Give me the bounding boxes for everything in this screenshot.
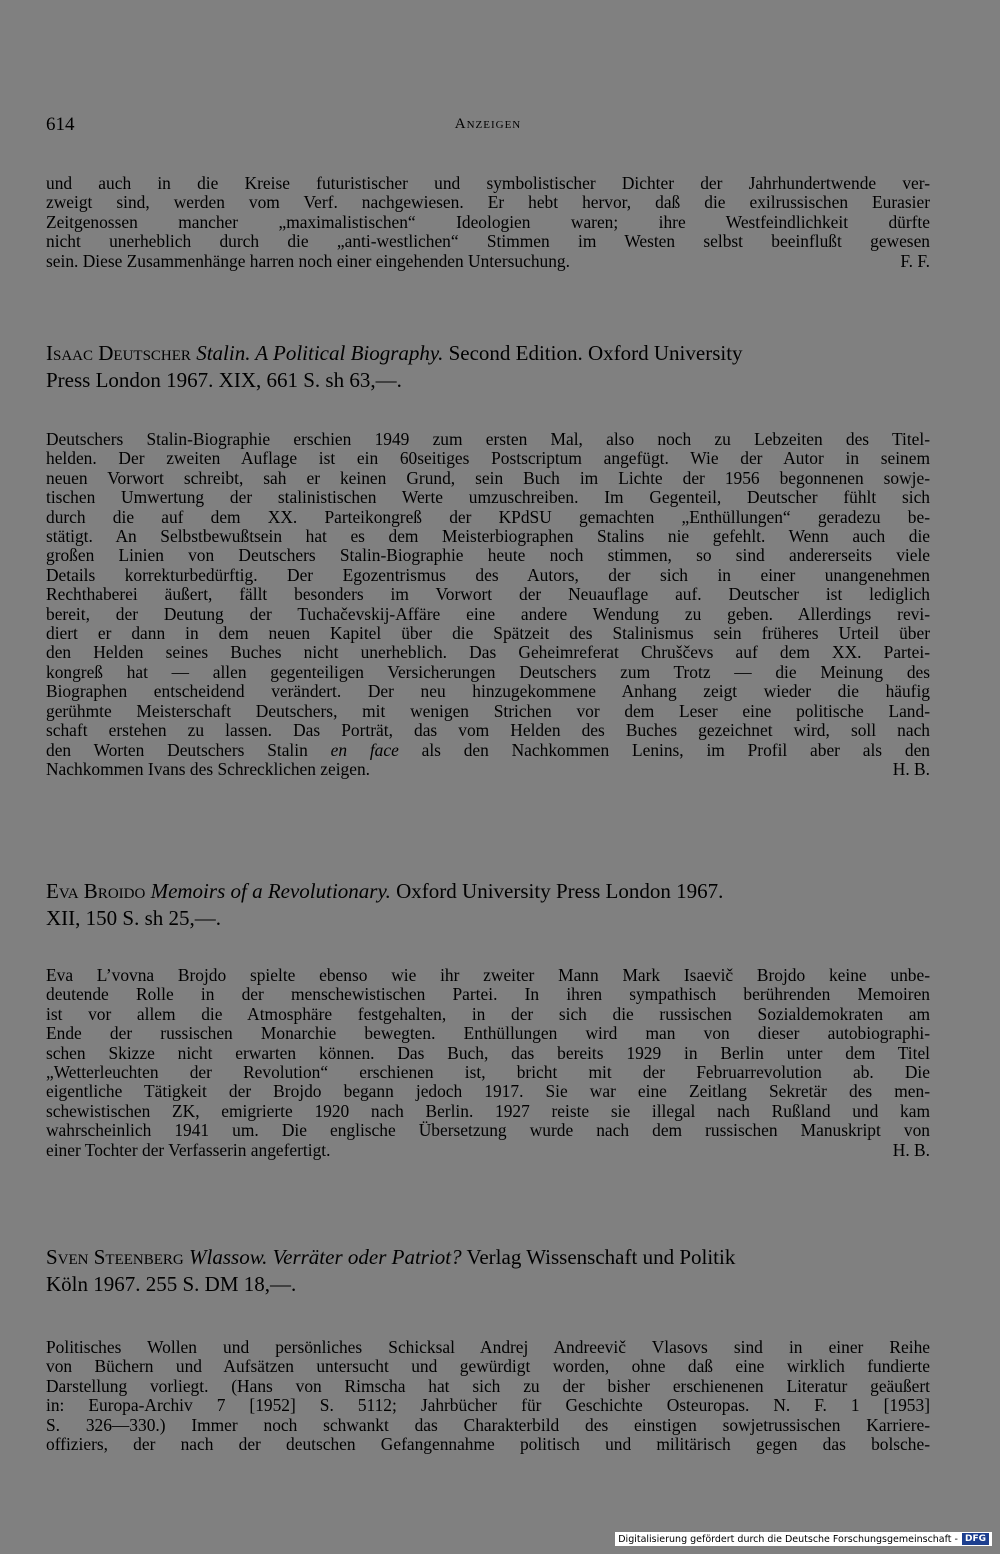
text-line: nicht unerheblich durch die „anti-westlichen“ Stimmen im Westen selbst beeinflußt gewesen (46, 231, 930, 252)
text-line: sein. Diese Zusammenhänge harren noch einer eingehenden Untersuchung. (46, 250, 570, 271)
text-line: Nachkommen Ivans des Schrecklichen zeigen. (46, 758, 371, 779)
text-line: schen Skizze nicht erwarten können. Das Buch, das bereits 1929 in Berlin unter dem Titel (46, 1042, 930, 1063)
text-line: offiziers, der nach der deutschen Gefangennahme politisch und militärisch gegen das bolsche- (46, 1434, 930, 1455)
book-imprint: Oxford University Press London 1967. (396, 879, 724, 903)
last-line (46, 1141, 930, 1160)
text-line: schewistischen ZK, emigrierte 1920 nach Berlin. 1927 reiste sie illegal nach Rußland und kam (46, 1100, 930, 1121)
review-body-broido (46, 966, 930, 1160)
review-heading-steenberg (46, 1244, 930, 1297)
text-line: diert er dann in dem neuen Kapitel über die Spätzeit des Stalinismus sein früheres Urteil über (46, 623, 930, 644)
text-line: von Büchern und Aufsätzen untersucht und gewürdigt worden, ohne daß eine wirklich fundierte (46, 1356, 930, 1377)
page-header (46, 114, 930, 142)
text-line: in: Europa-Archiv 7 [1952] S. 5112; Jahrbücher für Geschichte Osteuropas. N. F. 1 [1953] (46, 1395, 930, 1416)
text-line: Details korrekturbedürftig. Der Egozentrismus des Autors, der sich in einer unangenehmen (46, 564, 930, 585)
dfg-logo: DFG (962, 1533, 989, 1545)
text-line: „Wetterleuchten der Revolution“ erschienen ist, bricht mit der Februarrevolution ab. Die (46, 1062, 930, 1083)
intro-paragraph (46, 174, 930, 271)
book-imprint: XII, 150 S. sh 25,—. (46, 905, 222, 930)
book-imprint: Second Edition. Oxford University (448, 341, 743, 365)
text-line: neuen Vorwort schreibt, sah er keinen Grund, sein Buch im Lichte der 1956 begonnenen sowje- (46, 467, 930, 488)
review-body-steenberg (46, 1338, 930, 1454)
text-line: Politisches Wollen und persönliches Schicksal Andrej Andreevič Vlasovs sind in einer Reihe (46, 1337, 930, 1357)
text-line: deutende Rolle in der menschewistischen Partei. In ihren sympathisch berührenden Memoiren (46, 984, 930, 1005)
text-line: gerühmte Meisterschaft Deutschers, mit wenigen Strichen vor dem Leser eine politische Land- (46, 700, 930, 721)
reviewer-signature: H. B. (892, 1139, 930, 1160)
review-heading-line (46, 1244, 930, 1271)
review-heading-line (46, 878, 930, 905)
book-title: Wlassow. Verräter oder Patriot? (189, 1245, 462, 1269)
text-line: wahrscheinlich 1941 um. Die englische Übersetzung wurde nach dem russischen Manuskript von (46, 1120, 930, 1141)
text-line: Zeitgenossen mancher „maximalistischen“ Ideologien waren; ihre Westfeindlichkeit dürfte (46, 211, 930, 232)
text-line: stätigt. An Selbstbewußtsein hat es dem Meisterbiographen Stalins nie gefehlt. Wenn auch die (46, 526, 930, 547)
text-line: Biographen entscheidend verändert. Der neu hinzugekommene Anhang zeigt wieder die häufig (46, 681, 930, 702)
text-line: helden. Der zweiten Auflage ist ein 60seitiges Postscriptum angefügt. Wie der Autor in seinem (46, 448, 930, 469)
review-heading-broido (46, 878, 930, 931)
book-imprint: Köln 1967. 255 S. DM 18,—. (46, 1271, 297, 1296)
last-line (46, 252, 930, 271)
reviewer-signature: H. B. (892, 758, 930, 779)
text-line: großen Linien von Deutschers Stalin-Biographie heute noch stimmen, so sind andererseits viele (46, 545, 930, 566)
text-segment: als den Nachkommen Lenins, im Profil aber als den (398, 739, 930, 760)
text-line: Darstellung vorliegt. (Hans von Rimscha hat sich zu der bisher erschienenen Literatur geäußert (46, 1375, 930, 1396)
text-line: Eva L’vovna Brojdo spielte ebenso wie ihr zweiter Mann Mark Isaevič Brojdo keine unbe- (46, 965, 930, 985)
review-author: Isaac Deutscher (46, 341, 191, 365)
running-head: Anzeigen (454, 116, 522, 132)
page-number: 614 (46, 114, 75, 135)
text-line (46, 741, 930, 760)
text-line: tischen Umwertung der stalinistischen Werte umzuschreiben. Im Gegenteil, Deutscher fühlt sich (46, 487, 930, 508)
text-segment: den Worten Deutschers Stalin (46, 739, 331, 760)
review-author: Eva Broido (46, 879, 146, 903)
review-author: Sven Steenberg (46, 1245, 184, 1269)
text-line: kongreß hat — allen gegenteiligen Versicherungen Deutschers zum Trotz — die Meinung des (46, 661, 930, 682)
text-line: und auch in die Kreise futuristischer und symbolistischer Dichter der Jahrhundertwende ver- (46, 173, 930, 193)
review-heading-line (46, 340, 930, 367)
text-line: schaft erstehen zu lassen. Das Porträt, das vom Helden des Buches gezeichnet wird, soll nach (46, 720, 930, 741)
last-line (46, 760, 930, 779)
text-line: Deutschers Stalin-Biographie erschien 1949 zum ersten Mal, also noch zu Lebzeiten des Titel- (46, 429, 930, 449)
review-heading-deutscher (46, 340, 930, 393)
text-line: S. 326—330.) Immer noch schwankt das Charakterbild des einstigen sowjetrussischen Karriere- (46, 1414, 930, 1435)
text-line: eigentliche Tätigkeit der Brojdo begann jedoch 1917. Sie war eine Zeitlang Sekretär des men- (46, 1081, 930, 1102)
text-line: ist vor allem die Atmosphäre festgehalten, in der sich die russischen Sozialdemokraten am (46, 1003, 930, 1024)
reviewer-signature: F. F. (900, 250, 930, 271)
italic-phrase: en face (330, 739, 399, 760)
footer-text: Digitalisierung gefördert durch die Deutsche Forschungsgemeinschaft - (618, 1533, 958, 1545)
text-line: zweigt sind, werden vom Verf. nachgewiesen. Er hebt hervor, daß die exilrussischen Eurasier (46, 192, 930, 213)
text-line: Rechthaberei äußert, fällt besonders im Vorwort der Neuauflage auf. Deutscher ist lediglich (46, 584, 930, 605)
text-line: Ende der russischen Monarchie bewegten. Enthüllungen wird man von dieser autobiographi- (46, 1023, 930, 1044)
review-body-deutscher (46, 430, 930, 779)
book-imprint: Verlag Wissenschaft und Politik (466, 1245, 736, 1269)
book-title: Stalin. A Political Biography. (196, 341, 444, 365)
text-line: den Helden seines Buches nicht unerheblich. Das Geheimreferat Chruščevs auf dem XX. Partei- (46, 642, 930, 663)
digitization-footer (615, 1532, 992, 1546)
book-title: Memoirs of a Revolutionary. (150, 879, 391, 903)
book-imprint: Press London 1967. XIX, 661 S. sh 63,—. (46, 367, 402, 392)
text-line: bereit, der Deutung der Tuchačevskij-Affäre eine andere Wendung zu geben. Allerdings revi- (46, 603, 930, 624)
text-line: durch die auf dem XX. Parteikongreß der KPdSU gemachten „Enthüllungen“ geradezu be- (46, 506, 930, 527)
text-line: einer Tochter der Verfasserin angefertigt. (46, 1139, 331, 1160)
